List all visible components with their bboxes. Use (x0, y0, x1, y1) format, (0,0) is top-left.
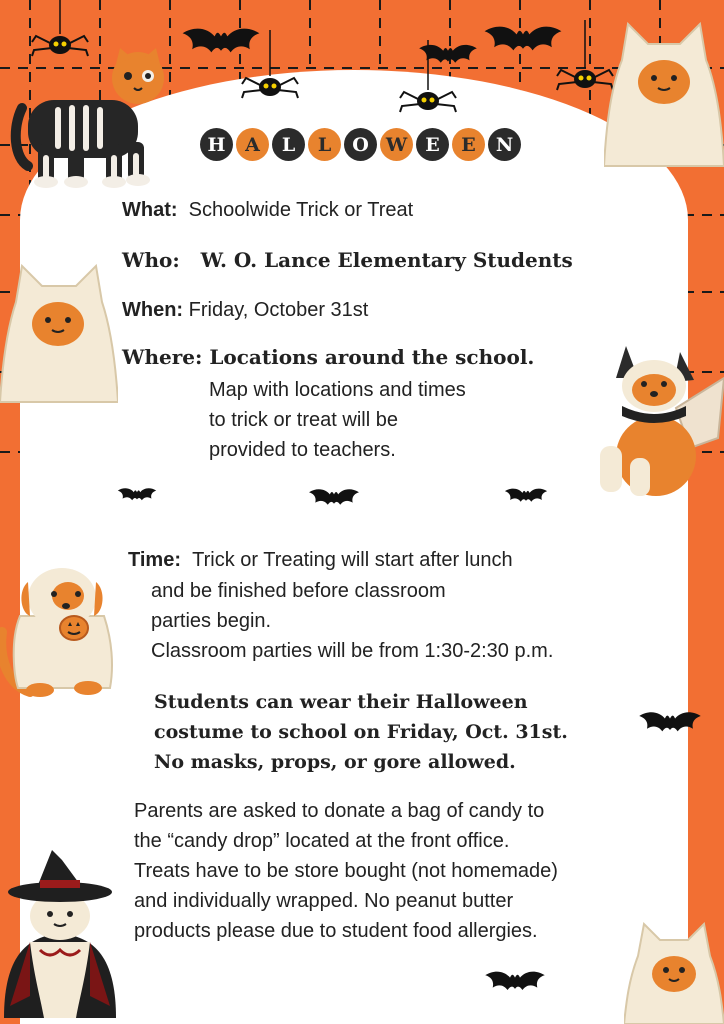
who-label: Who: (122, 248, 180, 272)
bat-icon (504, 484, 548, 508)
ghost-cat-icon (0, 262, 118, 404)
bat-icon (117, 484, 157, 506)
halloween-title (200, 128, 524, 168)
bat-icon (638, 706, 702, 740)
where-value: Locations around the school. (209, 345, 535, 369)
parents-line: the “candy drop” located at the front office. (134, 830, 510, 852)
ghost-cat-icon (624, 922, 724, 1024)
dog-with-pumpkin-icon (0, 560, 120, 698)
parents-line: Treats have to be store bought (not homemade) (134, 860, 558, 882)
time-detail-line: Classroom parties will be from 1:30-2:30 p.m. (151, 640, 554, 662)
bat-costume-dog-icon (586, 338, 724, 500)
time-value: Trick or Treating will start after lunch (192, 549, 513, 571)
title-letter: O (344, 128, 377, 161)
time-line (128, 545, 513, 575)
bat-icon (484, 966, 546, 998)
time-detail-line: and be finished before classroom (151, 580, 446, 602)
parents-line: and individually wrapped. No peanut butter (134, 890, 514, 912)
parents-line: Parents are asked to donate a bag of candy to (134, 800, 545, 822)
witch-cat-icon (0, 846, 120, 1024)
what-label: What: (122, 199, 178, 221)
title-letter: L (272, 128, 305, 161)
costume-line: costume to school on Friday, Oct. 31st. (154, 721, 568, 743)
where-line (122, 342, 534, 372)
title-letter: N (488, 128, 521, 161)
title-letter: H (200, 128, 233, 161)
when-label: When: (122, 299, 184, 321)
costume-line: Students can wear their Halloween (154, 691, 528, 713)
bat-icon (480, 20, 566, 60)
time-detail-line: parties begin. (151, 610, 272, 632)
title-letter: W (380, 128, 413, 161)
title-letter: E (416, 128, 449, 161)
time-label: Time: (128, 549, 181, 571)
who-value: W. O. Lance Elementary Students (200, 248, 573, 272)
parents-line: products please due to student food allergies. (134, 920, 538, 942)
title-letter: L (308, 128, 341, 161)
bat-icon (418, 40, 478, 70)
where-label: Where: (122, 345, 203, 369)
bat-icon (178, 22, 264, 62)
what-value: Schoolwide Trick or Treat (188, 199, 414, 221)
title-letter: A (236, 128, 269, 161)
where-detail-line: provided to teachers. (209, 439, 396, 461)
when-value: Friday, October 31st (188, 299, 369, 321)
where-detail-line: to trick or treat will be (209, 409, 398, 431)
costume-line: No masks, props, or gore allowed. (154, 751, 516, 773)
what-line (122, 195, 413, 225)
when-line (122, 295, 368, 325)
title-letter: E (452, 128, 485, 161)
who-line (122, 245, 573, 275)
skeleton-cat-icon (8, 48, 168, 190)
ghost-cat-icon (604, 20, 724, 168)
where-detail-line: Map with locations and times (209, 379, 466, 401)
bat-icon (308, 484, 360, 512)
